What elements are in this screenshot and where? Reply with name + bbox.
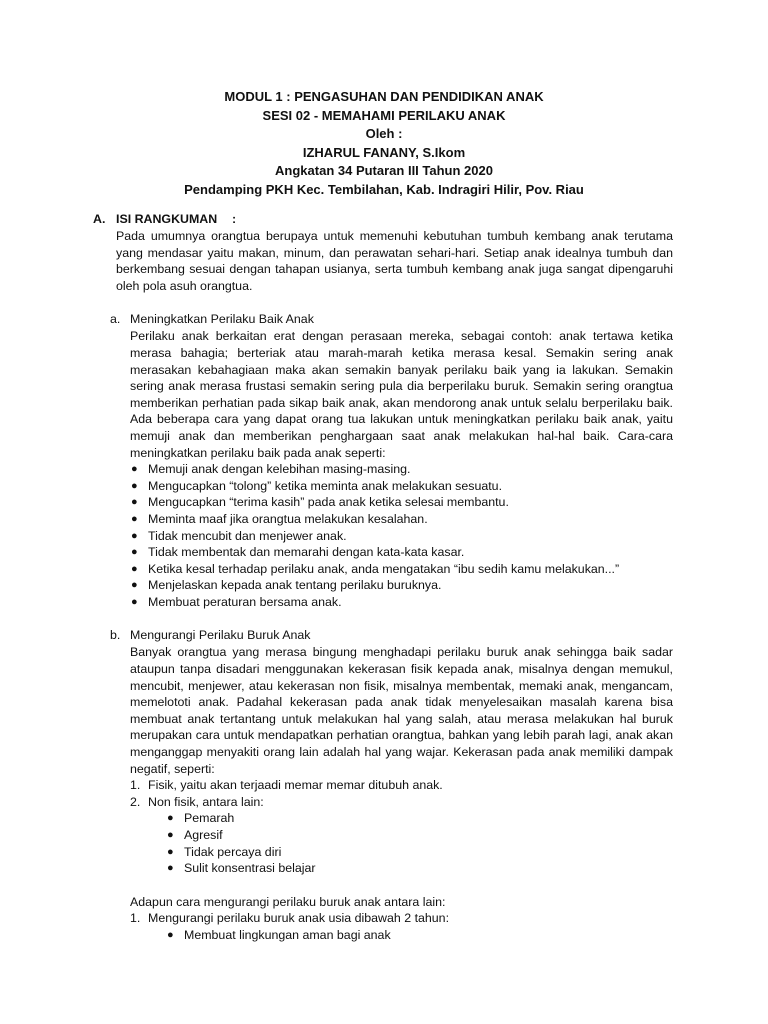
- good-behavior-paragraph: Perilaku anak berkaitan erat dengan perasaan mereka, sebagai contoh: anak tertawa ketika merasa bahagia; berteriak atau marah-marah ketika merasa kesal. Semakin sering anak merasakan kebahagiaan maka akan semakin banyak perilaku baik yang ia lakukan. Semakin sering anak merasa frustasi semakin sering pula dia berperilaku buruk. Semakin sering orangtua memberikan perhatian pada sikap baik anak, akan mendorong anak untuk selalu berperilaku baik. Ada beberapa cara yang dapat orang tua lakukan untuk meningkatkan perilaku baik anak, yaitu memuji anak dan memberikan penghargaan saat anak melakukan hal-hal baik. Cara-cara meningkatkan perilaku baik pada anak seperti:: [130, 329, 673, 460]
- section-colon: :: [232, 212, 237, 226]
- list-item: ● Tidak percaya diri: [167, 844, 282, 859]
- ways-sub-list: [166, 927, 673, 944]
- subsection-letter: a.: [110, 312, 121, 327]
- list-item: ● Ketika kesal terhadap perilaku anak, anda mengatakan “ibu sedih kamu melakukan...”: [131, 561, 620, 576]
- bullet-icon: ●: [131, 595, 138, 608]
- bad-behavior-paragraph: Banyak orangtua yang merasa bingung menghadapi perilaku buruk anak sehingga baik sadar ataupun tanpa disadari menggunakan kekerasan fisik kepada anak, misalnya dengan memukul, mencubit, menjewer, atau kekerasan non fisik, misalnya membentak, memaki anak, mengancam, memelototi anak. Padahal kekerasan pada anak tidak menyelesaikan masalah karena bisa membuat anak tertantang untuk melakukan hal yang salah, atau merasa melakukan hal buruk merupakan cara untuk mendapatkan perhatian orangtua, bahkan yang lebih parah lagi, anak akan menganggap menyakiti orang lain adalah hal yang wajar. Kekerasan pada anak memiliki dampak negatif, seperti:: [130, 645, 673, 776]
- section-title: ISI RANGKUMAN: [116, 212, 218, 226]
- list-item: ● Meminta maaf jika orangtua melakukan kesalahan.: [131, 511, 428, 526]
- subsection-heading: [110, 311, 673, 328]
- list-item: 1. Mengurangi perilaku buruk anak usia dibawah 2 tahun: ● Membuat lingkungan aman bagi anak: [130, 910, 673, 943]
- nonfisik-list: [166, 810, 673, 876]
- subsection-title: Mengurangi Perilaku Buruk Anak: [130, 628, 311, 643]
- bullet-icon: ●: [167, 845, 174, 858]
- list-number: 1.: [130, 778, 141, 793]
- subsection-bad-behavior: [93, 627, 673, 943]
- module-title: MODUL 1 : PENGASUHAN DAN PENDIDIKAN ANAK: [224, 89, 544, 104]
- list-item: ● Memuji anak dengan kelebihan masing-masing.: [131, 462, 411, 477]
- list-number: 2.: [130, 794, 141, 809]
- bullet-icon: ●: [167, 829, 174, 841]
- summary-intro: Pada umumnya orangtua berupaya untuk memenuhi kebutuhan tumbuh kembang anak terutama yang mendasar yaitu makan, minum, dan perawatan sehari-hari. Setiap anak idealnya tumbuh dan berkembang sesuai dengan tahapan usianya, serta tumbuh kembang anak juga sangat dipengaruhi oleh pola asuh orangtua.: [116, 229, 673, 293]
- by-label: Oleh :: [365, 126, 403, 141]
- subsection-heading: [110, 627, 673, 644]
- bullet-icon: ●: [167, 928, 174, 941]
- session-title: SESI 02 - MEMAHAMI PERILAKU ANAK: [262, 107, 506, 123]
- list-item: 1. Fisik, yaitu akan terjaadi memar memar ditubuh anak.: [130, 778, 443, 793]
- author-name: IZHARUL FANANY, S.Ikom: [302, 144, 466, 160]
- list-item: ● Mengucapkan “terima kasih” pada anak ketika selesai membantu.: [131, 495, 509, 510]
- bullet-icon: ●: [131, 512, 138, 525]
- bullet-icon: ●: [131, 479, 138, 492]
- subsection-title: Meningkatkan Perilaku Baik Anak: [130, 312, 314, 327]
- bullet-icon: ●: [167, 862, 174, 875]
- list-item: ● Tidak mencubit dan menjewer anak.: [131, 528, 347, 543]
- bullet-icon: ●: [167, 812, 174, 825]
- bullet-icon: ●: [131, 579, 138, 592]
- impact-list: [130, 777, 673, 877]
- list-item: ● Sulit konsentrasi belajar: [167, 861, 316, 876]
- ways-list: [130, 910, 673, 943]
- bullet-icon: ●: [131, 496, 138, 509]
- bullet-icon: ●: [131, 529, 138, 542]
- ways-intro: Adapun cara mengurangi perilaku buruk anak antara lain:: [130, 894, 446, 909]
- section-summary: [93, 211, 673, 944]
- section-heading: [93, 211, 673, 228]
- good-behavior-list: [130, 461, 673, 610]
- section-letter: A.: [93, 212, 106, 226]
- list-item: ● Mengucapkan “tolong” ketika meminta anak melakukan sesuatu.: [131, 478, 503, 493]
- affiliation-line: Pendamping PKH Kec. Tembilahan, Kab. Indragiri Hilir, Pov. Riau: [184, 181, 584, 197]
- bullet-icon: ●: [131, 463, 138, 476]
- document-header: [0, 88, 768, 199]
- subsection-good-behavior: [93, 311, 673, 610]
- list-item: 2. Non fisik, antara lain: ● Pemarah ● Agresif ● Tidak percaya diri ● Sulit konsentrasi belajar: [130, 794, 673, 877]
- subsection-letter: b.: [110, 628, 121, 643]
- list-number: 1.: [130, 911, 141, 926]
- cohort-line: Angkatan 34 Putaran III Tahun 2020: [275, 163, 493, 178]
- bullet-icon: ●: [131, 546, 138, 559]
- list-item: ● Tidak membentak dan memarahi dengan kata-kata kasar.: [131, 545, 465, 560]
- list-item: ● Membuat lingkungan aman bagi anak: [167, 927, 391, 942]
- list-item: ● Agresif: [167, 828, 223, 842]
- list-item: ● Menjelaskan kepada anak tentang perilaku buruknya.: [131, 578, 442, 593]
- list-item: ● Membuat peraturan bersama anak.: [131, 594, 342, 609]
- bullet-icon: ●: [131, 562, 138, 575]
- list-item: ● Pemarah: [167, 811, 235, 826]
